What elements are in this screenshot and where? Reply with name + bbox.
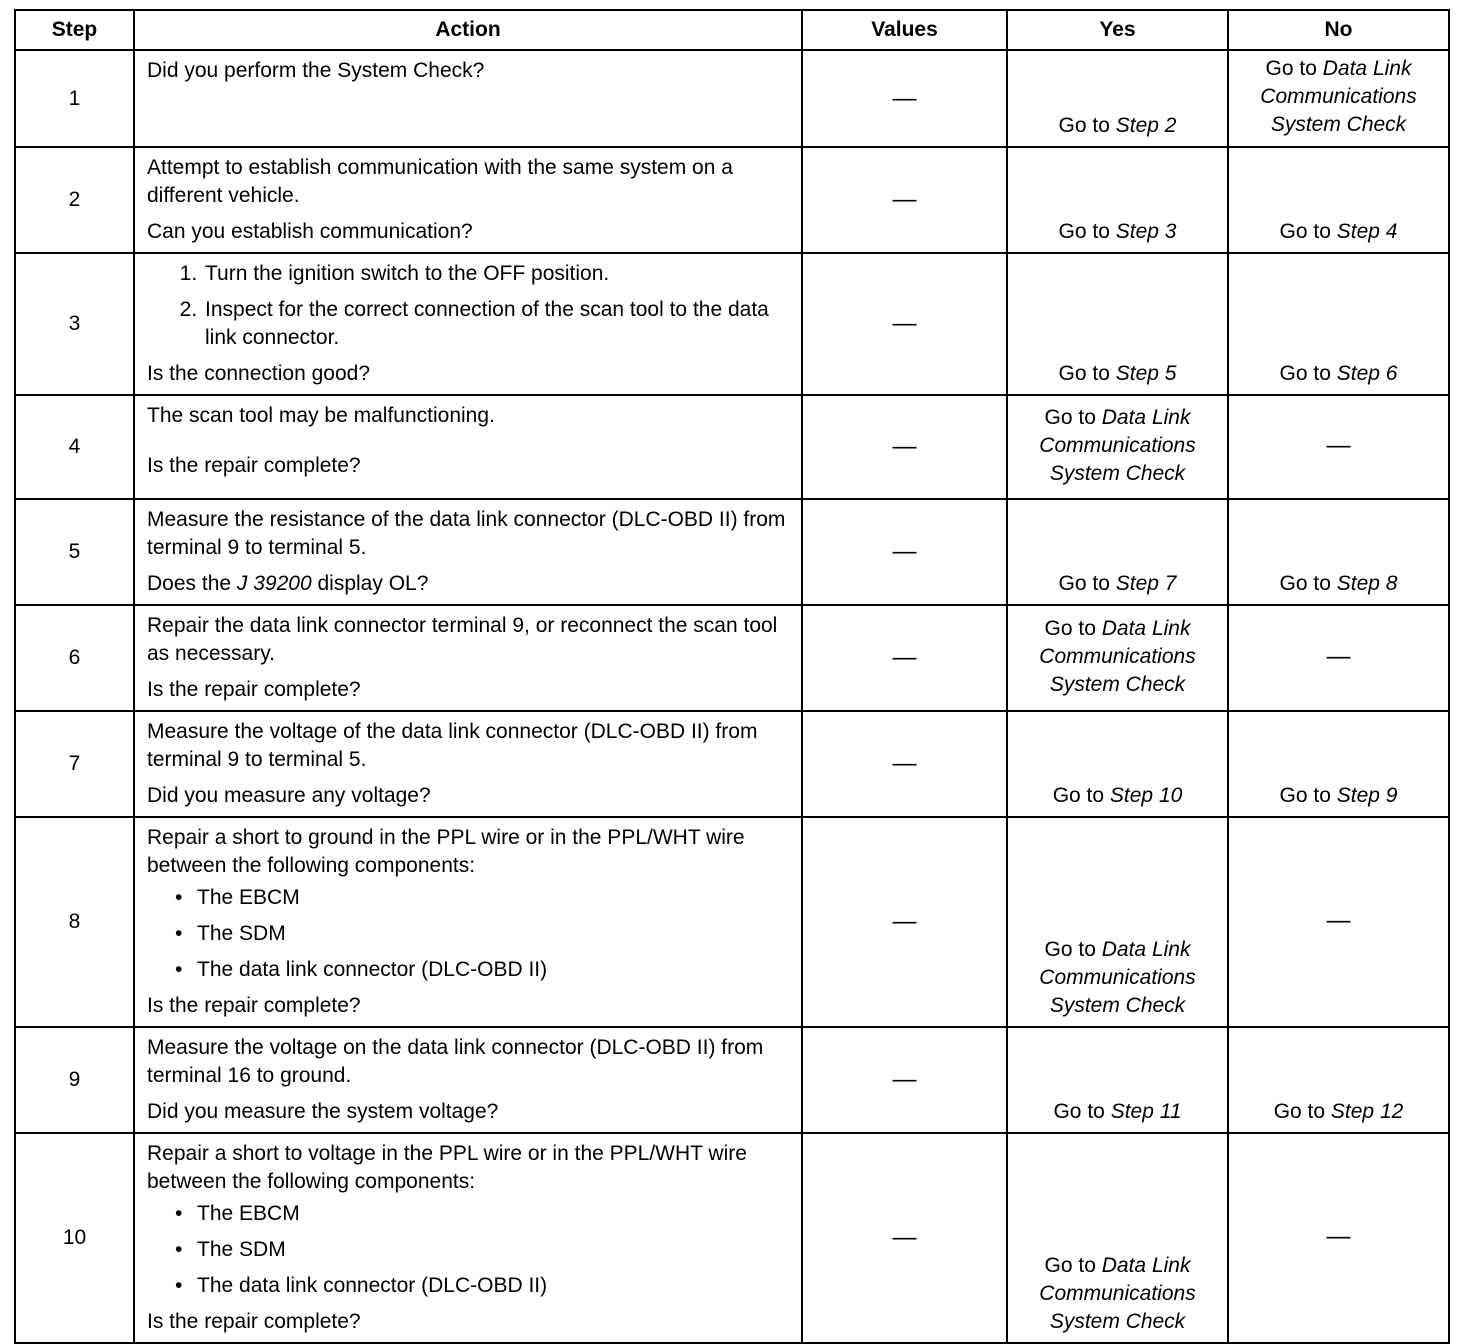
goto-text: Go to xyxy=(1265,57,1317,80)
goto-text: Go to xyxy=(1279,784,1331,807)
step-number: 9 xyxy=(15,1027,134,1133)
value-cell: — xyxy=(802,711,1007,817)
action-cell xyxy=(134,605,802,711)
table-row xyxy=(15,605,1449,711)
goto-text: Go to xyxy=(1279,572,1331,595)
action-cell xyxy=(134,50,802,147)
action-cell xyxy=(134,147,802,253)
step-ref: Step 9 xyxy=(1336,784,1398,807)
no-cell xyxy=(1228,50,1449,147)
dlc-check-ref-line2: Communications xyxy=(1039,1282,1196,1305)
goto-text: Go to xyxy=(1058,362,1110,385)
goto-text: Go to xyxy=(1044,1254,1096,1277)
no-cell: — xyxy=(1228,817,1449,1027)
value-cell: — xyxy=(802,50,1007,147)
table-row xyxy=(15,1133,1449,1343)
list-item: • The data link connector (DLC-OBD II) xyxy=(175,1272,789,1300)
no-cell: — xyxy=(1228,1133,1449,1343)
no-cell xyxy=(1228,253,1449,395)
table-row xyxy=(15,50,1449,147)
table-row xyxy=(15,499,1449,605)
action-text: Measure the resistance of the data link connector (DLC-OBD II) from terminal 9 to terminal 5. xyxy=(147,508,786,559)
no-cell: — xyxy=(1228,605,1449,711)
action-text: Did you perform the System Check? xyxy=(147,59,485,82)
dlc-check-ref-line3: System Check xyxy=(1049,462,1186,485)
dlc-check-ref-line3: System Check xyxy=(1270,113,1407,136)
action-question: Did you measure any voltage? xyxy=(147,784,431,807)
question-pre: Does the xyxy=(147,572,232,595)
no-cell xyxy=(1228,711,1449,817)
action-question: Can you establish communication? xyxy=(147,220,473,243)
value-cell: — xyxy=(802,395,1007,499)
goto-text: Go to xyxy=(1058,220,1110,243)
no-cell xyxy=(1228,1027,1449,1133)
action-question: Is the repair complete? xyxy=(147,1310,361,1333)
list-item: • The SDM xyxy=(175,920,789,948)
goto-text: Go to xyxy=(1279,362,1331,385)
action-text: Repair a short to ground in the PPL wire or in the PPL/WHT wire between the following components: xyxy=(147,826,745,877)
step-ref: Step 12 xyxy=(1330,1100,1404,1123)
step-ref: Step 7 xyxy=(1115,572,1177,595)
action-question: Is the repair complete? xyxy=(147,994,361,1017)
dlc-check-ref-line1: Data Link xyxy=(1101,406,1191,429)
list-item: • The data link connector (DLC-OBD II) xyxy=(175,956,789,984)
header-row xyxy=(15,10,1449,50)
step-ref: Step 2 xyxy=(1115,114,1177,137)
dlc-check-ref-line3: System Check xyxy=(1049,994,1186,1017)
step-number: 2 xyxy=(15,147,134,253)
action-question: Is the repair complete? xyxy=(147,678,361,701)
value-cell: — xyxy=(802,253,1007,395)
goto-text: Go to xyxy=(1053,1100,1105,1123)
no-cell: — xyxy=(1228,395,1449,499)
step-ref: Step 11 xyxy=(1110,1100,1182,1123)
yes-cell xyxy=(1007,711,1228,817)
yes-cell xyxy=(1007,147,1228,253)
step-number: 3 xyxy=(15,253,134,395)
action-question: Is the connection good? xyxy=(147,362,371,385)
action-text: Measure the voltage of the data link connector (DLC-OBD II) from terminal 9 to terminal 5. xyxy=(147,720,758,771)
value-cell: — xyxy=(802,1027,1007,1133)
goto-text: Go to xyxy=(1058,114,1110,137)
action-cell xyxy=(134,499,802,605)
header-no: No xyxy=(1228,10,1449,50)
list-item: • The EBCM xyxy=(175,884,789,912)
action-list xyxy=(147,260,789,352)
header-step: Step xyxy=(15,10,134,50)
table-row xyxy=(15,253,1449,395)
dlc-check-ref-line2: Communications xyxy=(1260,85,1417,108)
step-ref: Step 8 xyxy=(1336,572,1398,595)
table-row xyxy=(15,1027,1449,1133)
dlc-check-ref-line2: Communications xyxy=(1039,434,1196,457)
dlc-check-ref-line1: Data Link xyxy=(1322,57,1412,80)
yes-cell xyxy=(1007,253,1228,395)
goto-text: Go to xyxy=(1044,938,1096,961)
action-question xyxy=(147,570,789,598)
yes-cell xyxy=(1007,395,1228,499)
goto-text: Go to xyxy=(1058,572,1110,595)
goto-text: Go to xyxy=(1052,784,1105,807)
action-question: Did you measure the system voltage? xyxy=(147,1100,499,1123)
yes-cell xyxy=(1007,1133,1228,1343)
action-text: Repair the data link connector terminal 9, or reconnect the scan tool as necessary. xyxy=(147,614,778,665)
action-cell xyxy=(134,1133,802,1343)
action-text: Measure the voltage on the data link connector (DLC-OBD II) from terminal 16 to ground. xyxy=(147,1036,764,1087)
tool-ref: J 39200 xyxy=(236,572,312,595)
yes-cell xyxy=(1007,817,1228,1027)
value-cell: — xyxy=(802,147,1007,253)
action-cell xyxy=(134,1027,802,1133)
step-ref: Step 10 xyxy=(1109,784,1183,807)
step-ref: Step 3 xyxy=(1115,220,1177,243)
step-number: 10 xyxy=(15,1133,134,1343)
step-number: 7 xyxy=(15,711,134,817)
goto-text: Go to xyxy=(1273,1100,1326,1123)
header-action: Action xyxy=(134,10,802,50)
goto-text: Go to xyxy=(1279,220,1331,243)
action-question: Is the repair complete? xyxy=(147,454,361,477)
step-number: 1 xyxy=(15,50,134,147)
goto-text: Go to xyxy=(1044,406,1096,429)
no-cell xyxy=(1228,499,1449,605)
yes-cell xyxy=(1007,50,1228,147)
table-row xyxy=(15,711,1449,817)
step-ref: Step 6 xyxy=(1336,362,1398,385)
yes-cell xyxy=(1007,605,1228,711)
action-cell xyxy=(134,817,802,1027)
action-cell xyxy=(134,395,802,499)
goto-text: Go to xyxy=(1044,617,1096,640)
step-number: 5 xyxy=(15,499,134,605)
dlc-check-ref-line1: Data Link xyxy=(1101,1254,1191,1277)
list-item: • The SDM xyxy=(175,1236,789,1264)
list-item: 2. Inspect for the correct connection of the scan tool to the data link connector. xyxy=(203,296,789,352)
step-number: 8 xyxy=(15,817,134,1027)
value-cell: — xyxy=(802,605,1007,711)
table-row xyxy=(15,395,1449,499)
diagnostic-table xyxy=(14,9,1450,1344)
dlc-check-ref-line1: Data Link xyxy=(1101,938,1191,961)
dlc-check-ref-line3: System Check xyxy=(1049,1310,1186,1333)
dlc-check-ref-line2: Communications xyxy=(1039,645,1196,668)
value-cell: — xyxy=(802,817,1007,1027)
action-cell xyxy=(134,253,802,395)
step-number: 4 xyxy=(15,395,134,499)
action-text: Repair a short to voltage in the PPL wire or in the PPL/WHT wire between the following components: xyxy=(147,1142,747,1193)
component-list xyxy=(147,884,789,984)
component-list xyxy=(147,1200,789,1300)
list-item: • The EBCM xyxy=(175,1200,789,1228)
step-ref: Step 4 xyxy=(1336,220,1398,243)
action-text: The scan tool may be malfunctioning. xyxy=(147,404,495,427)
step-number: 6 xyxy=(15,605,134,711)
dlc-check-ref-line1: Data Link xyxy=(1101,617,1191,640)
no-cell xyxy=(1228,147,1449,253)
list-item: 1. Turn the ignition switch to the OFF position. xyxy=(203,260,789,288)
header-values: Values xyxy=(802,10,1007,50)
value-cell: — xyxy=(802,499,1007,605)
dlc-check-ref-line3: System Check xyxy=(1049,673,1186,696)
table-row xyxy=(15,817,1449,1027)
header-yes: Yes xyxy=(1007,10,1228,50)
dlc-check-ref-line2: Communications xyxy=(1039,966,1196,989)
value-cell: — xyxy=(802,1133,1007,1343)
yes-cell xyxy=(1007,499,1228,605)
action-text: Attempt to establish communication with the same system on a different vehicle. xyxy=(147,156,733,207)
action-cell xyxy=(134,711,802,817)
step-ref: Step 5 xyxy=(1115,362,1177,385)
question-post: display OL? xyxy=(317,572,429,595)
yes-cell xyxy=(1007,1027,1228,1133)
table-row xyxy=(15,147,1449,253)
